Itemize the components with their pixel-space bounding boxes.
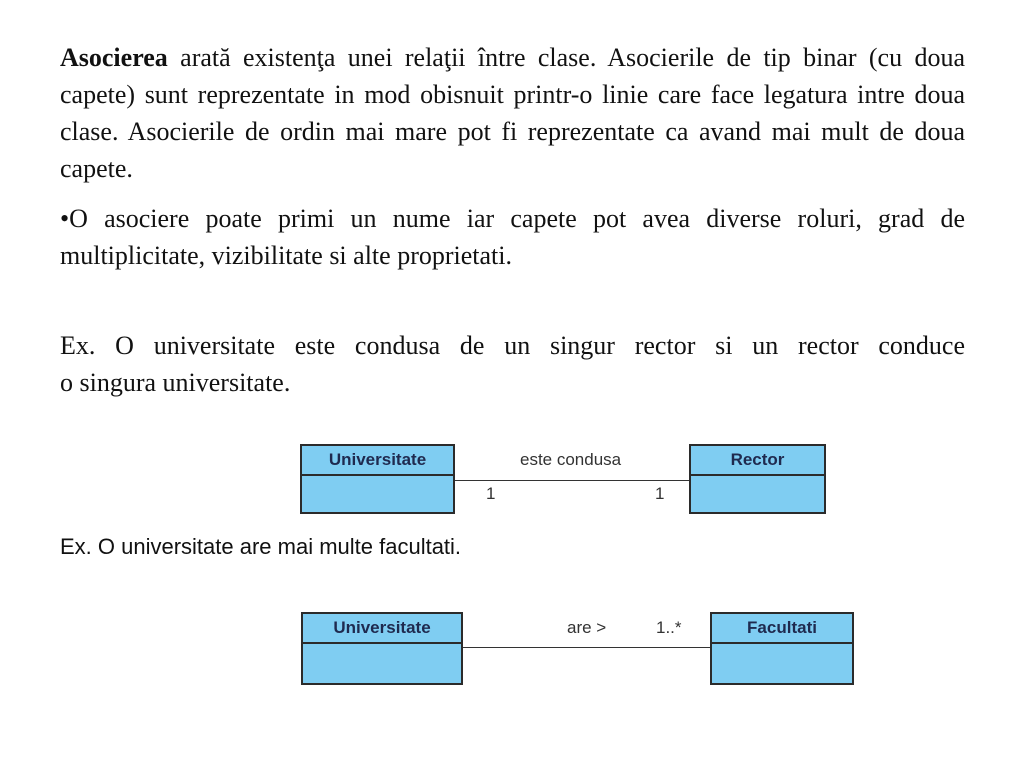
caption-example-facultati: Ex. O universitate are mai multe facultati. — [60, 534, 462, 559]
uml-class-facultati — [710, 612, 854, 685]
association-line — [455, 480, 689, 481]
uml-class-universitate — [301, 612, 463, 685]
uml-class-universitate — [300, 444, 455, 514]
uml-class-name: Universitate — [302, 446, 453, 476]
uml-class-rector — [689, 444, 826, 514]
example-rector-line-1: Ex. O universitate este condusa de un singur rector si un rector conduce — [60, 331, 965, 360]
uml-class-body — [691, 476, 824, 512]
term-asocierea: Asocierea — [60, 43, 168, 72]
right-multiplicity: 1..* — [656, 618, 682, 637]
uml-class-name: Rector — [691, 446, 824, 476]
uml-class-body — [712, 644, 852, 683]
association-name: are > — [567, 618, 607, 637]
uml-class-name: Facultati — [712, 614, 852, 644]
uml-class-body — [302, 476, 453, 512]
right-multiplicity: 1 — [655, 484, 665, 503]
paragraph-association-definition — [60, 39, 965, 187]
association-name: este condusa — [520, 450, 622, 469]
paragraph-association-definition-text: arată existenţa unei relaţii între clase. Asocierile de tip binar (cu doua capete) sunt reprezentate in mod obisnuit printr-o linie care face legatura intre doua clase. Asocierile de ordin mai mare pot fi reprezentate ca avand mai mult de doua capete. — [60, 43, 965, 183]
paragraph-example-rector — [60, 327, 965, 401]
association-line — [463, 647, 710, 648]
paragraph-association-properties: •O asociere poate primi un nume iar capete pot avea diverse roluri, grad de multiplicitate, vizibilitate si alte proprietati. — [60, 204, 965, 270]
left-multiplicity: 1 — [486, 484, 496, 503]
uml-class-name: Universitate — [303, 614, 461, 644]
example-rector-line-2: o singura universitate. — [60, 368, 291, 397]
uml-class-body — [303, 644, 461, 683]
